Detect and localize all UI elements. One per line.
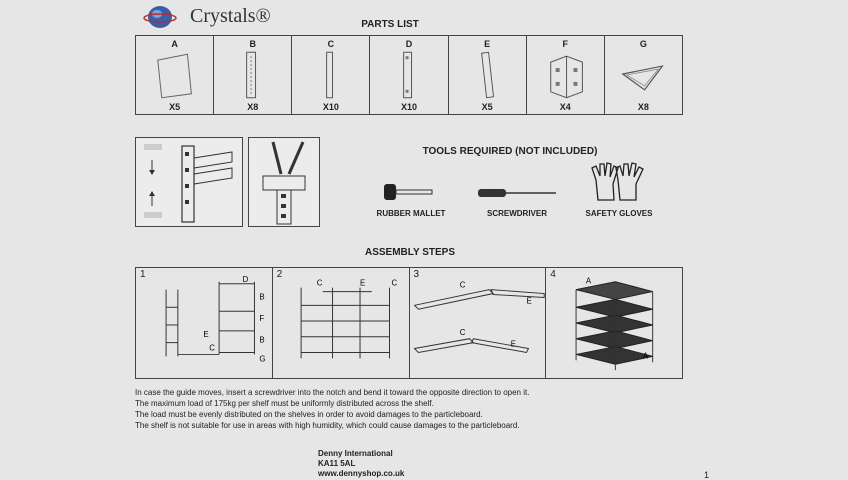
step-label: C — [459, 327, 465, 337]
part-qty: X10 — [322, 102, 339, 112]
part-letter: E — [484, 39, 491, 49]
step-label: C — [459, 280, 465, 290]
step-label: C — [209, 343, 215, 353]
guide-insert-diagram — [135, 137, 243, 227]
step-1-illustration — [136, 268, 272, 378]
step-label: C — [316, 278, 323, 288]
tools-heading: TOOLS REQUIRED (NOT INCLUDED) — [422, 146, 598, 157]
step-label: A — [643, 351, 649, 361]
step-number: 1 — [140, 269, 146, 280]
assembly-steps — [135, 267, 683, 379]
part-qty: X5 — [169, 102, 181, 112]
step-number: 2 — [276, 269, 283, 280]
part-qty: X4 — [559, 102, 571, 112]
note-line: The load must be evenly distributed on the shelves in order to avoid damages to the particleboard. — [135, 410, 483, 419]
company-name: Denny International — [318, 449, 393, 458]
part-letter: C — [327, 39, 335, 49]
part-qty: X5 — [481, 102, 493, 112]
step-number: 4 — [550, 269, 556, 280]
assembly-heading: ASSEMBLY STEPS — [364, 247, 456, 258]
part-letter: F — [562, 39, 569, 49]
part-qty: X8 — [637, 102, 649, 112]
screwdriver-open-illustration — [249, 138, 319, 226]
note-line: The shelf is not suitable for use in areas with high humidity, which could cause damages to the particleboard. — [135, 421, 520, 430]
note-line: In case the guide moves, insert a screwdriver into the notch and bend it toward the opposite direction to open it. — [135, 388, 530, 397]
guide-screwdriver-diagram — [248, 137, 320, 227]
page-number: 1 — [704, 470, 710, 480]
gloves-icon — [588, 160, 652, 204]
part-a — [136, 36, 214, 114]
mallet-icon — [382, 182, 434, 204]
step-label: A — [586, 276, 592, 286]
step-label: E — [359, 278, 366, 288]
step-label: D — [242, 274, 249, 284]
part-qty: X10 — [400, 102, 417, 112]
part-d — [370, 36, 448, 114]
part-letter: A — [171, 39, 178, 49]
part-f — [527, 36, 605, 114]
tool-label-gloves: SAFETY GLOVES — [585, 209, 653, 218]
step-label: E — [203, 329, 209, 339]
part-letter: G — [639, 39, 647, 49]
part-b — [214, 36, 292, 114]
step-number: 3 — [413, 269, 420, 280]
corner-bracket-icon — [527, 50, 604, 100]
part-e — [449, 36, 527, 114]
step-4 — [546, 268, 682, 378]
parts-list — [135, 35, 683, 115]
step-label: G — [259, 354, 266, 364]
step-label: F — [259, 314, 265, 324]
step-label: E — [510, 339, 516, 349]
upright-post-icon — [214, 50, 291, 100]
step-3-illustration — [410, 268, 546, 378]
beam-part-icon — [370, 50, 447, 100]
step-4-illustration — [546, 268, 682, 378]
company-website: www.dennyshop.co.uk — [318, 469, 405, 478]
step-label: B — [259, 335, 265, 345]
upright-insertion-illustration — [136, 138, 242, 226]
part-g — [605, 36, 682, 114]
foot-plate-icon — [605, 50, 682, 100]
part-letter: D — [405, 39, 413, 49]
part-letter: B — [249, 39, 256, 49]
step-1 — [136, 268, 273, 378]
globe-logo-icon — [143, 4, 177, 30]
part-qty: X8 — [247, 102, 259, 112]
step-2-illustration — [273, 268, 409, 378]
tool-label-screwdriver: SCREWDRIVER — [486, 209, 547, 218]
step-label: E — [525, 296, 532, 306]
panel-part-icon — [136, 50, 213, 100]
parts-list-heading: PARTS LIST — [361, 19, 419, 30]
step-2 — [273, 268, 410, 378]
note-line: The maximum load of 175kg per shelf must be uniformly distributed across the shelf. — [135, 399, 434, 408]
step-3 — [410, 268, 547, 378]
step-label: C — [391, 278, 397, 288]
beam-part-icon — [292, 50, 369, 100]
step-label: B — [259, 292, 265, 302]
brand-name: Crystals® — [190, 5, 271, 27]
company-postcode: KA11 5AL — [318, 459, 356, 468]
part-c — [292, 36, 370, 114]
beam-part-icon — [449, 50, 526, 100]
tool-label-mallet: RUBBER MALLET — [376, 209, 446, 218]
screwdriver-icon — [476, 186, 558, 200]
